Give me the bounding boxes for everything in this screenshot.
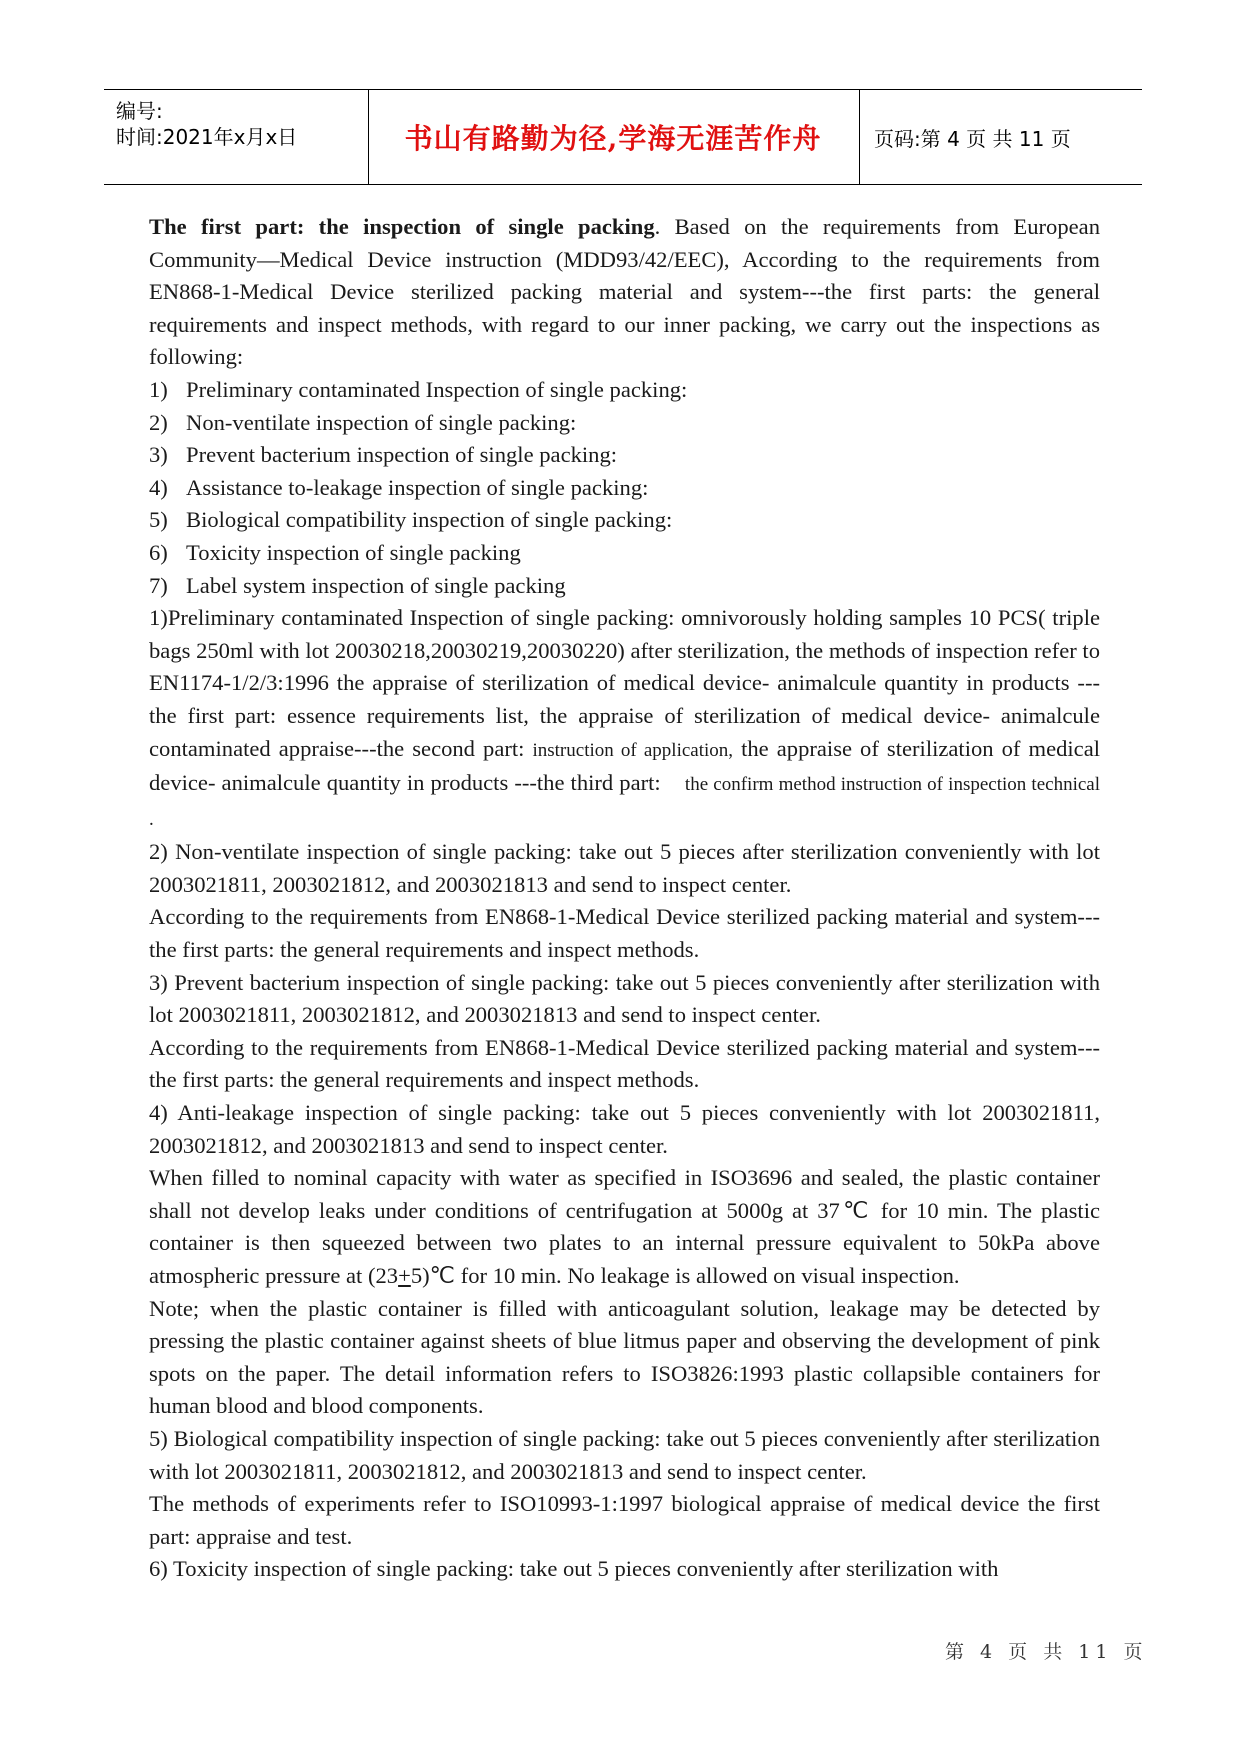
paragraph-2b: According to the requirements from EN868-1-Medical Device sterilized packing material and system---the first parts: the general requirements and inspect methods. bbox=[149, 904, 1100, 963]
header-page-number: 页码:第 4 页 共 11 页 bbox=[874, 126, 1071, 151]
footer-page-number: 第 4 页 共 11 页 bbox=[945, 1641, 1148, 1663]
intro-paragraph bbox=[149, 211, 1100, 374]
list-item: 4) Assistance to-leakage inspection of single packing: bbox=[149, 474, 649, 500]
paragraph-5b: The methods of experiments refer to ISO10993-1:1997 biological appraise of medical device the first part: appraise and test. bbox=[149, 1491, 1100, 1549]
list-item: 6) Toxicity inspection of single packing bbox=[149, 539, 521, 565]
inspection-list bbox=[149, 374, 1100, 602]
intro-text: . Based on the requirements from European Community—Medical Device instruction (MDD93/42/EEC), According to the requirements from EN868-1-Medical Device sterilized packing material and system---the first parts: the general requirements and inspect methods, with regard to our inner packing, we carry out the inspections as following: bbox=[149, 214, 1100, 370]
paragraph-1: 1)Preliminary contaminated Inspection of single packing: omnivorously holding samples 10 PCS( triple bags 250ml with lot 20030218,20030219,20030220) after sterilization, the methods of inspection refer to EN1174-1/2/3:1996 the appraise of sterilization of medical device- animalcule quantity in products ---the first part: essence requirements list, the appraise of sterilization of medical device- animalcule contaminated appraise---the second part: instruction of application, the appraise of sterilization of medical device- animalcule quantity in products ---the third part: the confirm method instruction of inspection technical . bbox=[149, 605, 1101, 830]
paragraph-2: 2) Non-ventilate inspection of single packing: take out 5 pieces after sterilization conveniently with lot 2003021811, 2003021812, and 2003021813 and send to inspect center. bbox=[149, 839, 1100, 897]
paragraph-4: 4) Anti-leakage inspection of single packing: take out 5 pieces conveniently with lot 2003021811, 2003021812, and 2003021813 and send to inspect center. bbox=[149, 1100, 1100, 1158]
document-body bbox=[149, 211, 1100, 1586]
paragraph-3b: According to the requirements from EN868-1-Medical Device sterilized packing material and system---the first parts: the general requirements and inspect methods. bbox=[149, 1034, 1100, 1093]
time-label: 时间:2021年x月x日 bbox=[116, 125, 298, 149]
paragraph-5: 5) Biological compatibility inspection of single packing: take out 5 pieces conveniently after sterilization with lot 2003021811, 2003021812, and 2003021813 and send to inspect center. bbox=[149, 1425, 1100, 1484]
paragraph-4b: When filled to nominal capacity with water as specified in ISO3696 and sealed, the plastic container shall not develop leaks under conditions of centrifugation at 5000g at 37℃ for 10 min. The plastic container is then squeezed between two plates to an internal pressure equivalent to 50kPa above atmospheric pressure at (23+5)℃ for 10 min. No leakage is allowed on visual inspection. bbox=[149, 1165, 1100, 1288]
intro-heading: The first part: the inspection of single packing bbox=[149, 214, 655, 239]
serial-label: 编号: bbox=[116, 99, 163, 123]
list-item: 7) Label system inspection of single packing bbox=[149, 572, 566, 598]
paragraph-3: 3) Prevent bacterium inspection of single packing: take out 5 pieces conveniently after sterilization with lot 2003021811, 2003021812, and 2003021813 and send to inspect center. bbox=[149, 969, 1100, 1028]
page-header bbox=[104, 89, 1142, 185]
note-paragraph: Note; when the plastic container is filled with anticoagulant solution, leakage may be detected by pressing the plastic container against sheets of blue litmus paper and observing the development of pink spots on the paper. The detail information refers to ISO3826:1993 plastic collapsible containers for human blood and blood components. bbox=[149, 1295, 1100, 1419]
list-item: 1) Preliminary contaminated Inspection of single packing: bbox=[149, 376, 688, 402]
header-motto: 书山有路勤为径,学海无涯苦作舟 bbox=[404, 122, 822, 155]
list-item: 3) Prevent bacterium inspection of single packing: bbox=[149, 442, 618, 468]
paragraph-6: 6) Toxicity inspection of single packing: take out 5 pieces conveniently after sterilization with bbox=[149, 1556, 999, 1582]
list-item: 2) Non-ventilate inspection of single packing: bbox=[149, 409, 577, 435]
list-item: 5) Biological compatibility inspection of single packing: bbox=[149, 507, 673, 533]
header-divider bbox=[859, 90, 860, 184]
